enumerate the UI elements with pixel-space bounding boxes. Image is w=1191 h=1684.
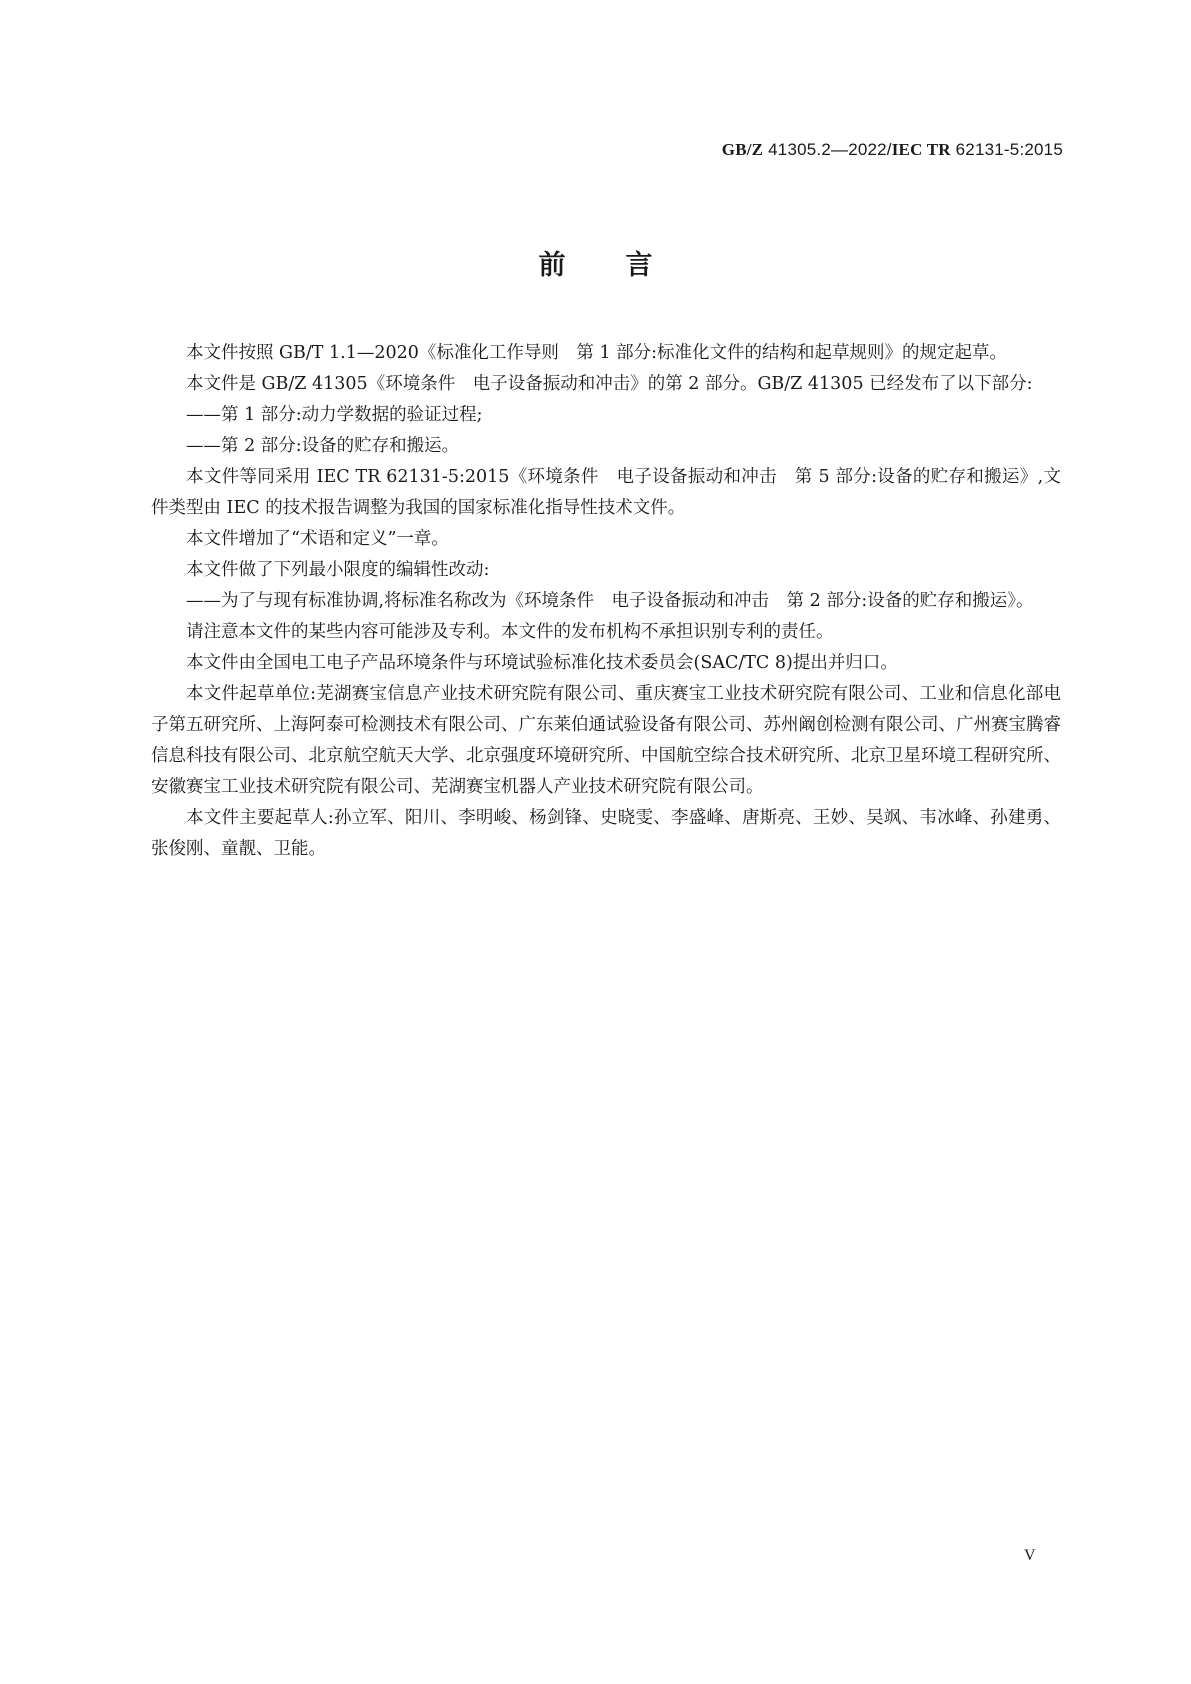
code-number: 41305.2—2022/ <box>763 140 892 159</box>
list-item-rename: ——为了与现有标准协调,将标准名称改为《环境条件 电子设备振动和冲击 第 2 部分:设备的贮存和搬运》。 <box>186 591 1034 611</box>
paragraph-drafters: 本文件主要起草人:孙立军、阳川、李明峻、杨剑锋、史晓雯、李盛峰、唐斯亮、王妙、吴飒、韦冰峰、孙建勇、张俊刚、童靓、卫能。 <box>151 808 1061 859</box>
paragraph-patent-notice: 请注意本文件的某些内容可能涉及专利。本文件的发布机构不承担识别专利的责任。 <box>186 622 834 642</box>
code-suffix: 62131-5:2015 <box>950 140 1063 159</box>
document-code <box>722 140 1063 160</box>
code-iec: IEC TR <box>891 140 951 159</box>
list-item-part1: ——第 1 部分:动力学数据的验证过程; <box>186 405 483 425</box>
paragraph-adoption: 本文件等同采用 IEC TR 62131-5:2015《环境条件 电子设备振动和冲击 第 5 部分:设备的贮存和搬运》,文件类型由 IEC 的技术报告调整为我国的国家标准化指导性技术文件。 <box>151 467 1061 518</box>
paragraph-editorial-changes: 本文件做了下列最小限度的编辑性改动: <box>186 560 490 580</box>
paragraph-terms-added: 本文件增加了“术语和定义”一章。 <box>186 529 449 549</box>
foreword-body <box>151 338 1061 865</box>
paragraph-drafting-rules: 本文件按照 GB/T 1.1—2020《标准化工作导则 第 1 部分:标准化文件的结构和起草规则》的规定起草。 <box>186 343 1008 363</box>
page-title: 前言 <box>538 250 713 281</box>
page-number: V <box>1024 1547 1036 1564</box>
paragraph-part-info: 本文件是 GB/Z 41305《环境条件 电子设备振动和冲击》的第 2 部分。GB/Z 41305 已经发布了以下部分: <box>186 374 1033 394</box>
code-prefix: GB/Z <box>721 140 764 159</box>
list-item-part2: ——第 2 部分:设备的贮存和搬运。 <box>186 436 460 456</box>
paragraph-proposer: 本文件由全国电工电子产品环境条件与环境试验标准化技术委员会(SAC/TC 8)提出并归口。 <box>186 653 898 673</box>
paragraph-drafting-units: 本文件起草单位:芜湖赛宝信息产业技术研究院有限公司、重庆赛宝工业技术研究院有限公司、工业和信息化部电子第五研究所、上海阿泰可检测技术有限公司、广东莱伯通试验设备有限公司、苏州阚创检测有限公司、广州赛宝腾睿信息科技有限公司、北京航空航天大学、北京强度环境研究所、中国航空综合技术研究所、北京卫星环境工程研究所、安徽赛宝工业技术研究院有限公司、芜湖赛宝机器人产业技术研究院有限公司。 <box>151 684 1061 797</box>
